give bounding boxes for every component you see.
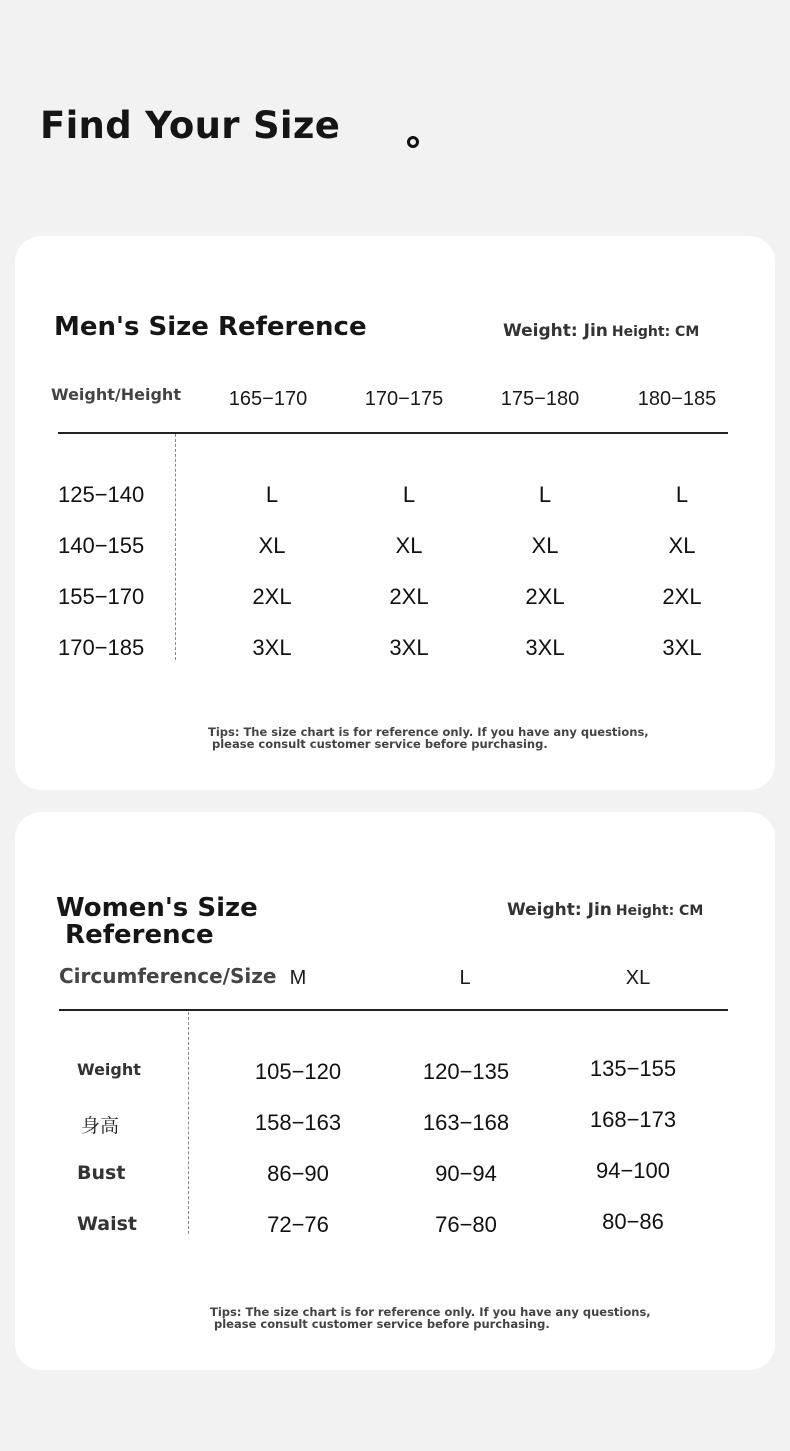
men-size-cell: L <box>675 482 689 507</box>
men-units <box>503 321 699 341</box>
women-measure-cell: 86−90 <box>267 1161 329 1186</box>
women-column-divider <box>188 1012 189 1234</box>
women-height-unit: Height: CM <box>615 903 704 919</box>
men-col-header: 175−180 <box>500 388 580 410</box>
women-weight-unit: Weight: Jin <box>507 900 612 920</box>
men-size-cell: 3XL <box>389 635 429 660</box>
men-row-label: 170−185 <box>58 635 145 660</box>
women-size-card <box>15 812 775 1370</box>
men-weight-unit: Weight: Jin <box>503 321 608 341</box>
men-column-divider <box>175 434 176 660</box>
men-row-label: 125−140 <box>58 482 145 507</box>
women-corner-label: Circumference/Size <box>59 964 277 988</box>
men-row-label: 140−155 <box>58 533 145 558</box>
men-size-cell: XL <box>531 533 559 558</box>
men-size-cell: XL <box>395 533 423 558</box>
women-measure-cell: 76−80 <box>435 1212 497 1237</box>
men-col-header: 180−185 <box>637 388 717 410</box>
men-size-cell: L <box>402 482 416 507</box>
women-measure-cell: 158−163 <box>254 1110 342 1135</box>
women-units <box>507 900 703 920</box>
men-tips-line-1: Tips: The size chart is for reference only. If you have any questions, <box>208 725 649 739</box>
women-measure-cell: 163−168 <box>422 1110 510 1135</box>
women-measure-cell: 80−86 <box>602 1209 664 1234</box>
page-title: Find Your Size <box>40 104 341 147</box>
women-header-divider <box>59 1009 728 1011</box>
women-row-label: 身高 <box>81 1115 120 1137</box>
women-measure-cell: 72−76 <box>267 1212 329 1237</box>
ring-icon <box>407 136 419 148</box>
women-measure-cell: 105−120 <box>254 1059 342 1084</box>
men-tips-line-2: please consult customer service before purchasing. <box>208 737 548 751</box>
men-size-cell: 3XL <box>252 635 292 660</box>
men-row-label: 155−170 <box>58 584 145 609</box>
men-size-cell: 2XL <box>389 584 429 609</box>
women-tips-line-1: Tips: The size chart is for reference only. If you have any questions, <box>210 1305 651 1319</box>
women-col-header: L <box>459 967 471 989</box>
men-header-divider <box>58 432 728 434</box>
women-col-header: XL <box>625 967 651 989</box>
men-size-cell: XL <box>258 533 286 558</box>
women-measure-cell: 120−135 <box>422 1059 510 1084</box>
men-height-unit: Height: CM <box>611 324 700 340</box>
women-title-line-1: Women's Size <box>56 893 258 923</box>
men-size-cell: 3XL <box>525 635 565 660</box>
men-col-header: 165−170 <box>228 388 308 410</box>
men-size-cell: L <box>538 482 552 507</box>
men-size-cell: XL <box>668 533 696 558</box>
men-size-cell: 3XL <box>662 635 702 660</box>
men-section-title: Men's Size Reference <box>54 312 367 342</box>
women-row-label: Bust <box>77 1162 126 1184</box>
women-title-line-2: Reference <box>56 920 214 950</box>
men-size-card <box>15 236 775 790</box>
women-row-label: Weight <box>77 1060 141 1079</box>
women-measure-cell: 94−100 <box>595 1158 671 1183</box>
women-measure-cell: 168−173 <box>589 1107 677 1132</box>
women-measure-cell: 90−94 <box>435 1161 497 1186</box>
women-measure-cell: 135−155 <box>589 1056 677 1081</box>
women-row-label: Waist <box>77 1213 138 1235</box>
men-size-cell: L <box>265 482 279 507</box>
women-col-header: M <box>289 967 307 989</box>
men-size-cell: 2XL <box>525 584 565 609</box>
women-tips-line-2: please consult customer service before purchasing. <box>210 1317 550 1331</box>
men-size-cell: 2XL <box>252 584 292 609</box>
men-corner-label: Weight/Height <box>51 385 181 404</box>
men-col-header: 170−175 <box>364 388 444 410</box>
men-size-cell: 2XL <box>662 584 702 609</box>
